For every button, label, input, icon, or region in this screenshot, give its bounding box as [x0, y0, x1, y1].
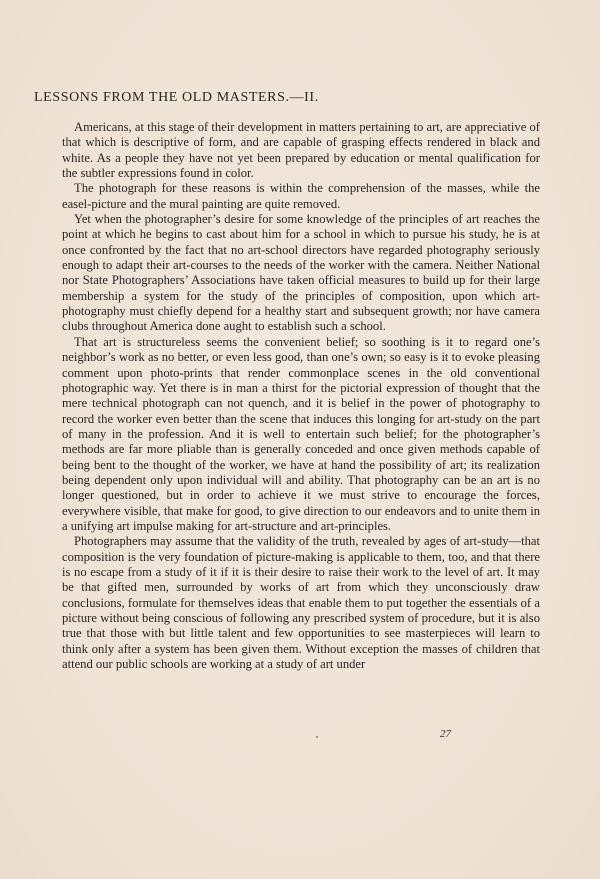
body-text	[62, 120, 540, 672]
paragraph-3: Yet when the photographer’s desire for some knowledge of the principles of art reaches the point at which he begins to cast about him for a school in which to pursue his study, he is at once confronted by the fact that no art-school directors have regarded photography seriously enough to adapt their art-courses to the needs of the worker with the camera. Neither National nor State Photographers’ Associations have taken official measures to build up for their large membership a system for the study of the principles of composition, upon which art-photography must chiefly depend for a healthy start and subsequent growth; nor have camera clubs throughout America done aught to establish such a school.	[62, 212, 540, 334]
page-number: 27	[440, 728, 451, 740]
paragraph-2: The photograph for these reasons is within the comprehension of the masses, while the easel-picture and the mural painting are quite removed.	[62, 181, 540, 211]
paragraph-5: Photographers may assume that the validity of the truth, revealed by ages of art-study—that composition is the very foundation of picture-making is applicable to them, too, and that there is no escape from a study of it if it is their desire to raise their work to the level of art. It may be that gifted men, surrounded by works of art from which they unconsciously draw conclusions, formulate for themselves ideas that enable them to put together the essentials of a picture without being conscious of following any prescribed system of procedure, but it is also true that those with but little talent and few opportunities to see masterpieces will learn to think only after a system has been given them. Without exception the masses of children that attend our public schools are working at a study of art under	[62, 534, 540, 672]
paragraph-1: Americans, at this stage of their development in matters pertaining to art, are appreciative of that which is descriptive of form, and are capable of grasping effects rendered in black and white. As a people they have not yet been prepared by education or mental qualification for the subtler expressions found in color.	[62, 120, 540, 181]
chapter-title: LESSONS FROM THE OLD MASTERS.—II.	[34, 90, 319, 105]
paper-speck	[316, 736, 318, 738]
paragraph-4: That art is structureless seems the convenient belief; so soothing is it to regard one’s neighbor’s work as no better, or even less good, than one’s own; so easy is it to evoke pleasing comment upon photo-prints that render commonplace scenes in the old conventional photographic way. Yet there is in man a thirst for the pictorial expression of thought that the mere technical photograph can not quench, and it is belief in the power of photography to record the worker even better than the scene that induces this longing for art-study on the part of many in the profession. And it is well to entertain such belief; for the photographer’s methods are far more pliable than is generally conceded and once given methods capable of being bent to the thought of the worker, we have at hand the possibility of art; its realization being dependent only upon individual will and ability. That photography can be an art is no longer questioned, but in order to achieve it we must strive to encourage the forces, everywhere visible, that make for good, to give direction to our endeavors and to unite them in a unifying art impulse making for art-structure and art-principles.	[62, 334, 540, 533]
